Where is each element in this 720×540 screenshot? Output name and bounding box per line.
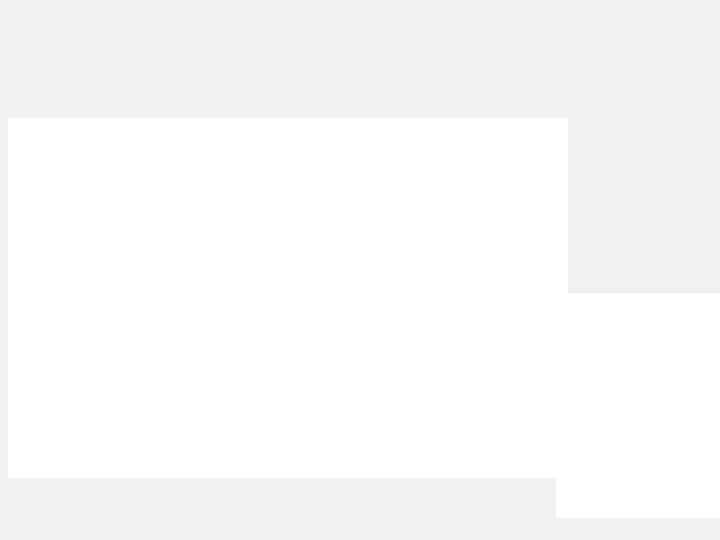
chart-top <box>8 118 568 296</box>
chart-bottom <box>8 296 568 478</box>
caption-box <box>556 293 720 518</box>
